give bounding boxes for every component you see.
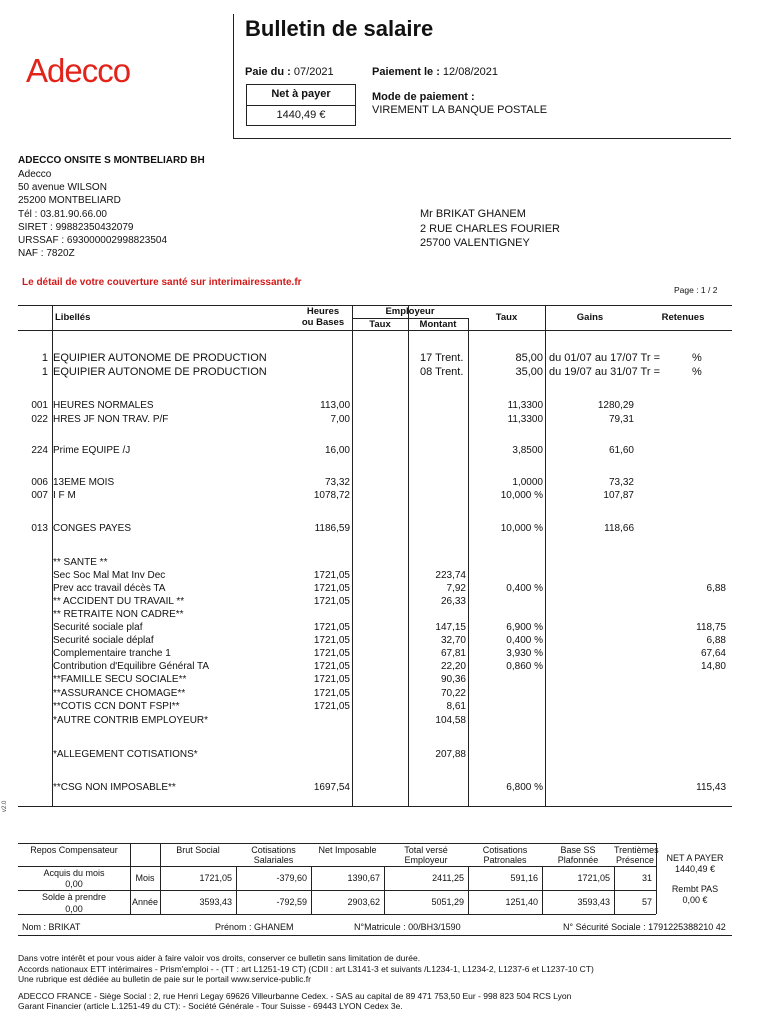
health-coverage-notice: Le détail de votre couverture santé sur interimairessante.fr <box>22 277 302 288</box>
line-bases: 1721,05 <box>313 648 350 659</box>
line-bases: 1721,05 <box>313 674 350 685</box>
line-rate: 85,00 <box>515 352 543 364</box>
line-employer-amount: 67,81 <box>440 648 466 659</box>
employee-secu: N° Sécurité Sociale : 1791225388210 42 <box>563 922 726 932</box>
summary-mois-value: 1721,05 <box>577 873 610 883</box>
line-bases: 16,00 <box>324 445 350 456</box>
employee-prenom: Prénom : GHANEM <box>215 922 294 932</box>
line-code: 1 <box>41 366 48 378</box>
line-bases: 7,00 <box>330 414 350 425</box>
line-retenues: 14,80 <box>700 661 726 672</box>
repos-compensateur-label: Repos Compensateur <box>30 845 118 855</box>
line-code: 001 <box>31 400 48 411</box>
acquis-value: 0,00 <box>65 879 83 889</box>
line-label: 13EME MOIS <box>53 477 115 488</box>
line-label: I F M <box>53 490 76 501</box>
line-employer-amount: 147,15 <box>435 622 466 633</box>
line-label: Securité sociale déplaf <box>53 635 154 646</box>
line-gains: 79,31 <box>608 414 634 425</box>
line-bases: 1721,05 <box>313 661 350 672</box>
line-rate: 10,000 % <box>500 523 543 534</box>
net-a-payer-box <box>246 84 356 126</box>
summary-annee-value: 3593,43 <box>199 897 232 907</box>
col-heures: Heures <box>306 306 340 317</box>
summary-annee-value: 57 <box>641 897 652 907</box>
line-code: 022 <box>31 414 48 425</box>
line-label: **CSG NON IMPOSABLE** <box>53 782 176 793</box>
col-gains: Gains <box>576 312 604 323</box>
summary-mois-value: -379,60 <box>276 873 307 883</box>
net-a-payer-summary-label: NET A PAYER <box>666 853 724 863</box>
summary-mois-value: 2411,25 <box>432 873 464 883</box>
line-label: ** RETRAITE NON CADRE** <box>53 609 184 620</box>
line-bases: 1721,05 <box>313 596 350 607</box>
line-retenues: 118,75 <box>696 622 726 633</box>
summary-mois-value: 591,16 <box>510 873 538 883</box>
line-bases: 1721,05 <box>313 635 350 646</box>
mode-paiement-label: Mode de paiement : <box>372 91 475 103</box>
line-label: Prev acc travail décès TA <box>53 583 166 594</box>
line-bases: 1721,05 <box>313 701 350 712</box>
col-retenues: Retenues <box>661 312 705 323</box>
table-header-rule <box>18 330 732 331</box>
line-rate: 11,3300 <box>507 400 543 411</box>
adecco-logo: Adecco <box>26 52 131 89</box>
line-bases: 1721,05 <box>313 570 350 581</box>
line-bases: 1721,05 <box>313 583 350 594</box>
line-code: 224 <box>31 445 48 456</box>
summary-annee-value: 1251,40 <box>505 897 538 907</box>
summary-mois-value: 1390,67 <box>347 873 380 883</box>
col-taux: Taux <box>495 312 518 323</box>
line-retenues: 6,88 <box>706 635 726 646</box>
line-employer-amount: 08 Trent. <box>420 366 464 378</box>
line-rate: 0,860 % <box>506 661 543 672</box>
employer-name: ADECCO ONSITE S MONTBELIARD BH <box>18 155 205 166</box>
line-label: EQUIPIER AUTONOME DE PRODUCTION <box>53 352 267 364</box>
line-employer-amount: 26,33 <box>440 596 466 607</box>
line-label: *AUTRE CONTRIB EMPLOYEUR* <box>53 715 209 726</box>
col-bases: ou Bases <box>301 317 345 328</box>
line-gains: 61,60 <box>608 445 634 456</box>
line-gains: 73,32 <box>608 477 634 488</box>
line-retenues: 115,43 <box>696 782 726 793</box>
line-employer-amount: 70,22 <box>440 688 466 699</box>
line-label: **COTIS CCN DONT FSPI** <box>53 701 180 712</box>
line-employer-amount: 90,36 <box>440 674 466 685</box>
line-label: **FAMILLE SECU SOCIALE** <box>53 674 187 685</box>
line-label: Contribution d'Equilibre Général TA <box>53 661 210 672</box>
summary-mois-value: 1721,05 <box>199 873 232 883</box>
line-retenues: % <box>692 366 702 378</box>
summary-mois-value: 31 <box>641 873 652 883</box>
employee-address: Mr BRIKAT GHANEM 2 RUE CHARLES FOURIER 25700 VALENTIGNEY <box>420 208 560 249</box>
line-bases: 73,32 <box>324 477 350 488</box>
summary-header: Cotisations Salariales <box>251 845 296 865</box>
net-a-payer-value: 1440,49 € <box>276 109 326 121</box>
line-code: 006 <box>31 477 48 488</box>
line-employer-amount: 104,58 <box>435 715 466 726</box>
summary-header: Trentièmes Présence <box>614 845 659 865</box>
line-rate: 0,400 % <box>506 635 543 646</box>
line-rate: 6,900 % <box>506 622 543 633</box>
line-bases: 1697,54 <box>313 782 350 793</box>
line-label: ** ACCIDENT DU TRAVAIL ** <box>53 596 185 607</box>
line-rate: 3,930 % <box>506 648 543 659</box>
summary-annee-value: 3593,43 <box>577 897 610 907</box>
version-mark: v2.0 <box>2 800 8 812</box>
employee-matricule: N°Matricule : 00/BH3/1590 <box>354 922 461 932</box>
line-label: CONGES PAYES <box>53 523 131 534</box>
footer-legal: Dans votre intérêt et pour vous aider à faire valoir vos droits, conserver ce bulletin sans limitation de durée. Accords nationaux ETT intérimaires - Prism'emploi - - (TT : art L1251-19 CT) (CDII : art L3141-3 et suivants /L1234-1, L1234-2, L1237-6 et L1237-10 CT) Une rubrique est dédiée au bulletin de paie sur le portail www.service-public.fr ADECCO FRANCE - Siège Social : 2, rue Henri Legay 69626 Villeurbanne Cedex. - SAS au capital de 89 471 753,50 Eur - 998 823 504 RCS Lyon Garant Financier (article L.1251-49 du CT): - Société Générale - Tour Suisse - 69443 LYON Cedex 3e. <box>18 953 594 1011</box>
mode-paiement-value: VIREMENT LA BANQUE POSTALE <box>372 104 548 116</box>
line-employer-amount: 32,70 <box>440 635 466 646</box>
line-label: Securité sociale plaf <box>53 622 143 633</box>
paie-du: Paie du : 07/2021 <box>245 66 334 78</box>
line-employer-amount: 8,61 <box>446 701 466 712</box>
net-a-payer-label: Net à payer <box>271 88 331 100</box>
paiement-le: Paiement le : 12/08/2021 <box>372 66 498 78</box>
rembt-pas-label: Rembt PAS <box>671 884 719 894</box>
employer-address: Adecco 50 avenue WILSON 25200 MONTBELIARD Tél : 03.81.90.66.00 SIRET : 99882350432079 URSSAF : 693000002998823504 NAF : 7820Z <box>18 169 168 260</box>
mois-label: Mois <box>135 873 155 883</box>
line-retenues: 6,88 <box>706 583 726 594</box>
line-label: Complementaire tranche 1 <box>53 648 171 659</box>
line-code: 013 <box>31 523 48 534</box>
summary-header: Total versé Employeur <box>404 845 448 865</box>
col-emp-taux: Taux <box>369 319 391 330</box>
line-rate: 0,400 % <box>506 583 543 594</box>
header-divider <box>233 14 234 138</box>
summary-annee-value: -792,59 <box>276 897 307 907</box>
line-retenues: % <box>692 352 702 364</box>
line-label: *ALLEGEMENT COTISATIONS* <box>53 749 198 760</box>
solde-value: 0,00 <box>65 904 83 914</box>
line-gains: du 19/07 au 31/07 Tr = <box>549 366 661 378</box>
line-gains: 118,66 <box>604 523 634 534</box>
line-label: Prime EQUIPE /J <box>53 445 131 456</box>
line-employer-amount: 22,20 <box>440 661 466 672</box>
page-title: Bulletin de salaire <box>245 16 434 41</box>
summary-header: Brut Social <box>176 845 220 855</box>
line-bases: 113,00 <box>320 400 350 411</box>
line-bases: 1721,05 <box>313 622 350 633</box>
line-label: EQUIPIER AUTONOME DE PRODUCTION <box>53 366 267 378</box>
line-label: ** SANTE ** <box>53 557 108 568</box>
annee-label: Année <box>131 897 159 907</box>
header-rule <box>233 138 731 139</box>
line-rate: 6,800 % <box>506 782 543 793</box>
line-rate: 11,3300 <box>507 414 543 425</box>
line-gains: 1280,29 <box>597 400 634 411</box>
rembt-pas-value: 0,00 € <box>682 895 708 905</box>
summary-header: Cotisations Patronales <box>482 845 528 865</box>
line-employer-amount: 7,92 <box>446 583 466 594</box>
summary-header: Net Imposable <box>318 845 377 855</box>
employee-nom: Nom : BRIKAT <box>22 922 81 932</box>
line-employer-amount: 207,88 <box>435 749 466 760</box>
line-code: 1 <box>41 352 48 364</box>
line-gains: du 01/07 au 17/07 Tr = <box>549 352 661 364</box>
line-bases: 1721,05 <box>313 688 350 699</box>
line-rate: 1,0000 <box>512 477 543 488</box>
line-label: **ASSURANCE CHOMAGE** <box>53 688 186 699</box>
summary-annee-value: 2903,62 <box>347 897 380 907</box>
line-label: Sec Soc Mal Mat Inv Dec <box>53 570 166 581</box>
line-rate: 3,8500 <box>512 445 543 456</box>
solde-label: Solde à prendre <box>41 892 107 902</box>
line-label: HRES JF NON TRAV. P/F <box>53 414 169 425</box>
net-a-payer-summary-value: 1440,49 € <box>674 864 716 874</box>
summary-annee-value: 5051,29 <box>431 897 464 907</box>
line-retenues: 67,64 <box>700 648 726 659</box>
line-bases: 1186,59 <box>314 523 350 534</box>
acquis-label: Acquis du mois <box>43 868 105 878</box>
line-bases: 1078,72 <box>313 490 350 501</box>
line-rate: 35,00 <box>515 366 543 378</box>
col-montant: Montant <box>419 319 457 330</box>
line-label: HEURES NORMALES <box>53 400 154 411</box>
summary-header: Base SS Plafonnée <box>557 845 599 865</box>
line-rate: 10,000 % <box>500 490 543 501</box>
line-gains: 107,87 <box>603 490 634 501</box>
line-employer-amount: 17 Trent. <box>420 352 464 364</box>
col-libelles: Libellés <box>55 312 91 323</box>
col-employeur: Employeur <box>385 306 435 317</box>
line-code: 007 <box>31 490 48 501</box>
line-employer-amount: 223,74 <box>435 570 466 581</box>
page-number: Page : 1 / 2 <box>674 285 718 295</box>
